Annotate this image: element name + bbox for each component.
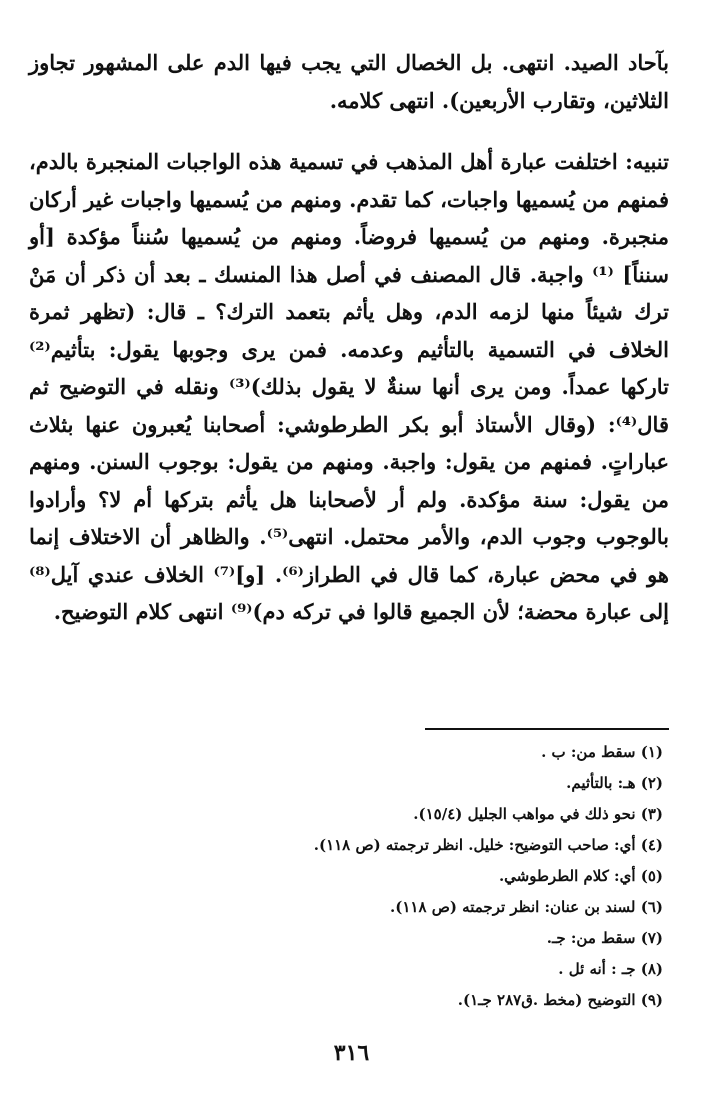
footnote-item: (٨) جـ : أنه ئل . (558, 960, 663, 978)
footnote-item: (٥) أي: كلام الطرطوشي. (498, 867, 663, 885)
footnote-item: (١) سقط من: ب . (541, 743, 663, 761)
footnote-item: (٧) سقط من: جـ. (546, 929, 663, 947)
footnotes-list (43, 737, 663, 1016)
paragraph-intro: بآحاد الصيد. انتهى. بل الخصال التي يجب فيها الدم على المشهور تجاوز الثلاثين، وتقارب الأربعين). انتهى كلامه. (29, 50, 669, 113)
footnote-item: (٢) هـ: بالتأثيم. (566, 774, 663, 792)
page-number: ٣١٦ (333, 1040, 370, 1066)
footnote-item: (٣) نحو ذلك في مواهب الجليل (١٥/٤). (413, 805, 663, 823)
footnote-item: (٤) أي: صاحب التوضيح: خليل. انظر ترجمته (ص ١١٨). (313, 836, 663, 854)
main-text (29, 44, 669, 631)
footnote-item: (٩) التوضيح (مخط .ق٢٨٧ جـ١). (457, 991, 663, 1009)
paragraph-notice: تنبيه: اختلفت عبارة أهل المذهب في تسمية هذه الواجبات المنجبرة بالدم، فمنهم من يُسميها واجبات، كما تقدم. ومنهم من يُسميها واجبات غير أركان منجبرة. ومنهم من يُسميها فروضاً. ومنهم من يُسميها سُنناً مؤكدة [أو سنناً] ⁽¹⁾ واجبة. قال المصنف في أصل هذا المنسك ـ بعد أن ذكر أن مَنْ ترك شيئاً منها لزمه الدم، وهل يأثم بتعمد الترك؟ ـ قال: (تظهر ثمرة الخلاف في التسمية بالتأثيم وعدمه. فمن يرى وجوبها يقول: بتأثيم⁽²⁾ تاركها عمداً. ومن يرى أنها سنةٌ لا يقول بذلك)⁽³⁾ ونقله في التوضيح ثم قال⁽⁴⁾: (وقال الأستاذ أبو بكر الطرطوشي: أصحابنا يُعبرون عنها بثلاث عباراتٍ. فمنهم من يقول: واجبة. ومنهم من يقول: بوجوب السنن. ومنهم من يقول: سنة مؤكدة. ولم أر لأصحابنا هل يأثم بتركها أم لا؟ وأرادوا بالوجوب وجوب الدم، والأمر محتمل. انتهى⁽⁵⁾. والظاهر أن الاختلاف إنما هو في محض عبارة، كما قال في الطراز⁽⁶⁾. [و]⁽⁷⁾ الخلاف عندي آيل⁽⁸⁾ إلى عبارة محضة؛ لأن الجميع قالوا في تركه دم)⁽⁹⁾ انتهى كلام التوضيح. (29, 149, 670, 624)
footnote-item: (٦) لسند بن عنان: انظر ترجمته (ص ١١٨). (390, 898, 663, 916)
footnote-divider (425, 728, 669, 730)
